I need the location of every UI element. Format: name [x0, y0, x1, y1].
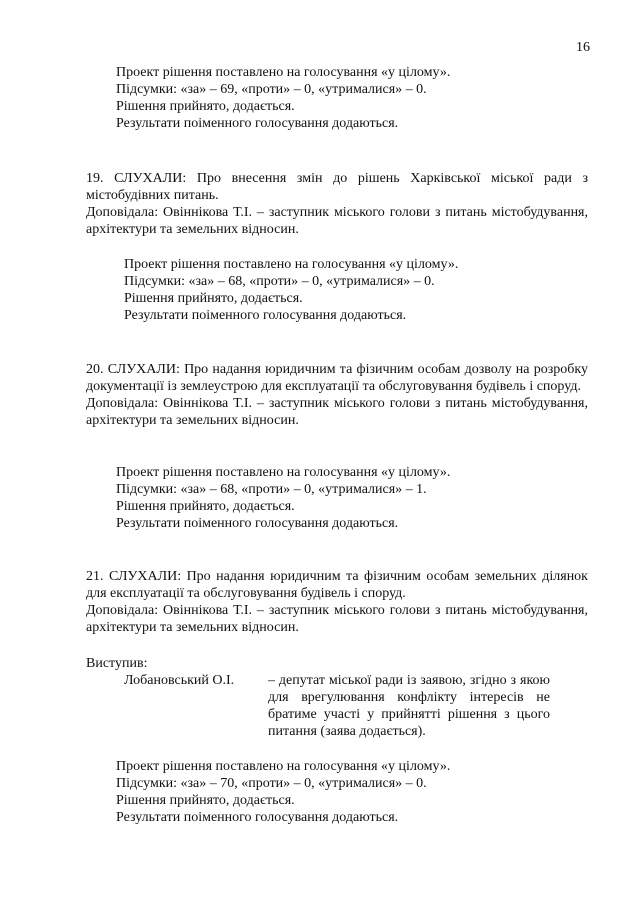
vote-result-block-19	[124, 256, 458, 324]
agenda-item-19	[86, 170, 588, 238]
reporter-paragraph: Доповідала: Овіннікова Т.І. – заступник міського голови з питань містобудування, архітектури та земельних відносин.	[86, 205, 588, 237]
reporter-paragraph: Доповідала: Овіннікова Т.І. – заступник міського голови з питань містобудування, архітектури та земельних відносин.	[86, 396, 588, 428]
vote-result-block-21	[116, 758, 450, 826]
vote-line: Рішення прийнято, додається.	[124, 291, 303, 306]
heard-paragraph: 20. СЛУХАЛИ: Про надання юридичним та фізичним особам дозволу на розробку документації із землеустрою для експлуатації та обслуговування будівель і споруд.	[86, 362, 588, 394]
heard-paragraph: 19. СЛУХАЛИ: Про внесення змін до рішень Харківської міської ради з містобудівних питань.	[86, 171, 588, 203]
vote-line: Результати поіменного голосування додаються.	[116, 116, 399, 131]
vote-line: Рішення прийнято, додається.	[116, 793, 295, 808]
vote-result-block-20	[116, 464, 450, 532]
vote-line: Рішення прийнято, додається.	[116, 99, 295, 114]
vote-line: Проект рішення поставлено на голосування «у цілому».	[116, 759, 451, 774]
reporter-paragraph: Доповідала: Овіннікова Т.І. – заступник міського голови з питань містобудування, архітектури та земельних відносин.	[86, 603, 588, 635]
vote-line: Підсумки: «за» – 70, «проти» – 0, «утрималися» – 0.	[116, 776, 427, 791]
vote-line: Проект рішення поставлено на голосування «у цілому».	[124, 257, 459, 272]
vote-line: Підсумки: «за» – 68, «проти» – 0, «утрималися» – 1.	[116, 482, 427, 497]
vote-line: Результати поіменного голосування додаються.	[124, 308, 407, 323]
agenda-item-21	[86, 568, 588, 636]
vote-line: Проект рішення поставлено на голосування «у цілому».	[116, 465, 451, 480]
heard-paragraph: 21. СЛУХАЛИ: Про надання юридичним та фізичним особам земельних ділянок для експлуатації та обслуговування будівель і споруд.	[86, 569, 588, 601]
page-number: 16	[576, 40, 590, 55]
speaker-name: Лобановський О.І.	[124, 673, 235, 688]
vote-line: Підсумки: «за» – 68, «проти» – 0, «утрималися» – 0.	[124, 274, 435, 289]
agenda-item-20	[86, 361, 588, 429]
speeches-label: Виступив:	[86, 656, 148, 671]
vote-result-block-top	[116, 64, 450, 132]
vote-line: Рішення прийнято, додається.	[116, 499, 295, 514]
vote-line: Результати поіменного голосування додаються.	[116, 516, 399, 531]
vote-line: Підсумки: «за» – 69, «проти» – 0, «утрималися» – 0.	[116, 82, 427, 97]
vote-line: Результати поіменного голосування додаються.	[116, 810, 399, 825]
speech-text: – депутат міської ради із заявою, згідно з якою для врегулювання конфлікту інтересів не братиме участі у прийнятті рішення з цього питання (заява додається).	[268, 673, 550, 739]
vote-line: Проект рішення поставлено на голосування «у цілому».	[116, 65, 451, 80]
